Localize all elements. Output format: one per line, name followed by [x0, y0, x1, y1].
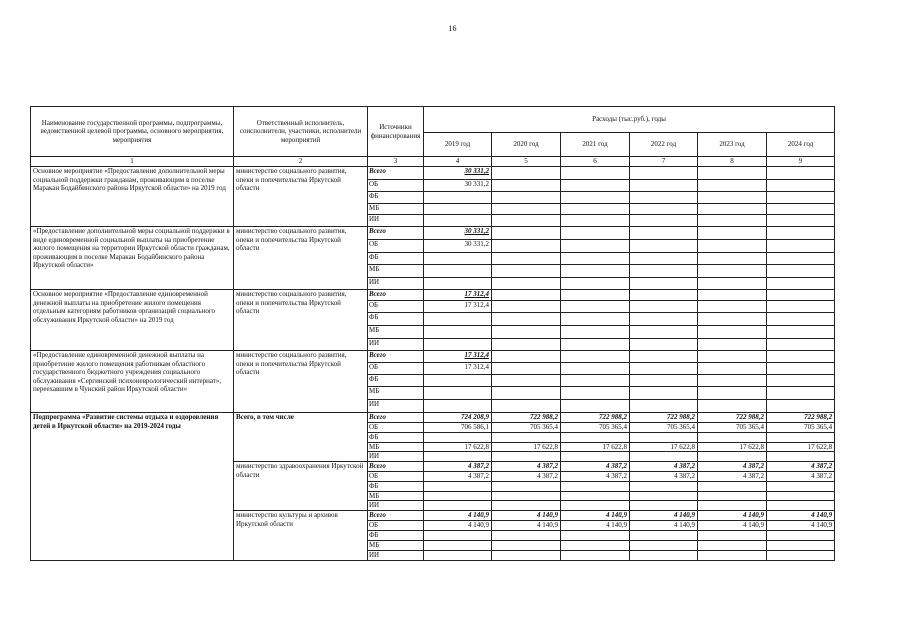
amount-cell — [561, 253, 630, 265]
amount-cell — [630, 540, 698, 550]
amount-cell — [698, 180, 767, 192]
amount-cell: 706 586,1 — [424, 423, 492, 433]
funding-source-cell: МБ — [368, 204, 424, 215]
header-year: 2022 год — [630, 133, 698, 157]
amount-cell — [561, 531, 630, 541]
column-number: 8 — [698, 157, 767, 167]
amount-cell — [561, 550, 630, 560]
amount-cell — [630, 363, 698, 375]
amount-cell — [424, 375, 492, 387]
amount-cell — [630, 351, 698, 363]
amount-cell — [698, 253, 767, 265]
amount-cell — [561, 400, 630, 413]
amount-cell — [492, 363, 561, 375]
amount-cell: 722 988,2 — [698, 413, 767, 423]
table-row — [31, 290, 835, 301]
amount-cell: 4 387,2 — [424, 472, 492, 482]
amount-cell — [630, 452, 698, 462]
amount-cell — [630, 400, 698, 413]
amount-cell — [492, 215, 561, 227]
amount-cell — [630, 313, 698, 326]
amount-cell — [561, 482, 630, 492]
funding-source-cell: ОБ — [368, 240, 424, 253]
amount-cell — [767, 301, 835, 313]
amount-cell — [561, 180, 630, 192]
amount-cell — [630, 482, 698, 492]
amount-cell — [630, 290, 698, 301]
amount-cell — [424, 313, 492, 326]
funding-source-cell: МБ — [368, 491, 424, 501]
program-name-cell: «Предоставление дополнительной меры социальной поддержки в виде единовременной социальной выплаты на приобретение жилого помещения на территории Иркутской области гражданам, проживающим в поселке Маракан Бодайбинского района Иркутской области» — [31, 227, 234, 290]
funding-source-cell: МБ — [368, 326, 424, 339]
program-name-cell: Основное мероприятие «Предоставление единовременной денежной выплаты на приобретение жилого помещения отдельным категориям работников организаций социального обслуживания Иркутской области» на 2019 год — [31, 290, 234, 351]
amount-cell — [424, 433, 492, 443]
amount-cell: 722 988,2 — [767, 413, 835, 423]
amount-cell: 30 331,2 — [424, 227, 492, 240]
amount-cell — [561, 351, 630, 363]
amount-cell: 4 140,9 — [630, 511, 698, 521]
amount-cell — [492, 278, 561, 290]
amount-cell — [492, 351, 561, 363]
amount-cell — [767, 278, 835, 290]
amount-cell: 17 312,4 — [424, 301, 492, 313]
amount-cell — [492, 387, 561, 400]
amount-cell: 30 331,2 — [424, 240, 492, 253]
amount-cell — [492, 482, 561, 492]
amount-cell — [698, 326, 767, 339]
amount-cell: 705 365,4 — [492, 423, 561, 433]
funding-source-cell: ФБ — [368, 253, 424, 265]
header-executor: Ответственный исполнитель, соисполнители, участники, исполнители мероприятий — [234, 107, 368, 157]
amount-cell — [630, 192, 698, 204]
amount-cell — [698, 400, 767, 413]
amount-cell: 17 312,4 — [424, 363, 492, 375]
amount-cell: 4 387,2 — [424, 462, 492, 472]
amount-cell — [561, 363, 630, 375]
amount-cell — [492, 550, 561, 560]
amount-cell — [698, 227, 767, 240]
amount-cell — [492, 180, 561, 192]
amount-cell — [630, 387, 698, 400]
amount-cell — [561, 313, 630, 326]
amount-cell — [767, 482, 835, 492]
amount-cell — [698, 387, 767, 400]
amount-cell — [424, 387, 492, 400]
amount-cell — [630, 227, 698, 240]
funding-source-cell: ОБ — [368, 363, 424, 375]
executor-cell: министерство социального развития, опеки и попечительства Иркутской области — [234, 227, 368, 290]
funding-source-cell: Всего — [368, 462, 424, 472]
amount-cell — [698, 482, 767, 492]
amount-cell — [561, 433, 630, 443]
amount-cell — [767, 265, 835, 278]
amount-cell — [630, 501, 698, 511]
amount-cell: 4 387,2 — [492, 472, 561, 482]
amount-cell: 4 387,2 — [698, 472, 767, 482]
amount-cell — [424, 326, 492, 339]
funding-source-cell: МБ — [368, 265, 424, 278]
column-number: 1 — [31, 157, 234, 167]
amount-cell: 4 387,2 — [561, 472, 630, 482]
amount-cell — [767, 339, 835, 351]
amount-cell: 4 140,9 — [698, 521, 767, 531]
funding-source-cell: ФБ — [368, 531, 424, 541]
amount-cell — [492, 253, 561, 265]
column-number: 7 — [630, 157, 698, 167]
amount-cell — [767, 204, 835, 215]
amount-cell — [698, 351, 767, 363]
table-row — [31, 227, 835, 240]
amount-cell — [492, 452, 561, 462]
amount-cell — [698, 240, 767, 253]
amount-cell: 17 622,8 — [630, 442, 698, 452]
amount-cell — [767, 400, 835, 413]
executor-cell: министерство социального развития, опеки и попечительства Иркутской области — [234, 290, 368, 351]
executor-cell: министерство социального развития, опеки и попечительства Иркутской области — [234, 351, 368, 413]
funding-source-cell: Всего — [368, 413, 424, 423]
funding-source-cell: ИИ — [368, 278, 424, 290]
amount-cell — [630, 167, 698, 180]
amount-cell — [492, 540, 561, 550]
amount-cell: 4 140,9 — [767, 511, 835, 521]
funding-source-cell: ОБ — [368, 521, 424, 531]
amount-cell: 17 622,8 — [698, 442, 767, 452]
amount-cell — [767, 290, 835, 301]
amount-cell — [767, 351, 835, 363]
amount-cell: 4 140,9 — [424, 511, 492, 521]
amount-cell — [561, 540, 630, 550]
column-number: 3 — [368, 157, 424, 167]
amount-cell: 30 331,2 — [424, 167, 492, 180]
amount-cell — [767, 227, 835, 240]
amount-cell: 4 387,2 — [698, 462, 767, 472]
amount-cell: 4 387,2 — [492, 462, 561, 472]
amount-cell: 722 988,2 — [492, 413, 561, 423]
amount-cell — [698, 204, 767, 215]
amount-cell: 17 622,8 — [767, 442, 835, 452]
funding-source-cell: Всего — [368, 351, 424, 363]
amount-cell — [561, 301, 630, 313]
funding-source-cell: МБ — [368, 442, 424, 452]
amount-cell — [561, 240, 630, 253]
amount-cell — [492, 501, 561, 511]
amount-cell — [492, 204, 561, 215]
amount-cell — [561, 215, 630, 227]
header-year: 2023 год — [698, 133, 767, 157]
amount-cell — [630, 204, 698, 215]
funding-source-cell: Всего — [368, 167, 424, 180]
funding-source-cell: ОБ — [368, 423, 424, 433]
amount-cell — [492, 531, 561, 541]
amount-cell — [698, 540, 767, 550]
amount-cell — [630, 278, 698, 290]
column-number: 2 — [234, 157, 368, 167]
amount-cell — [767, 452, 835, 462]
header-expenses: Расходы (тыс.руб.), годы — [424, 107, 835, 133]
funding-source-cell: ОБ — [368, 180, 424, 192]
funding-source-cell: ФБ — [368, 192, 424, 204]
amount-cell: 17 312,4 — [424, 351, 492, 363]
amount-cell — [698, 491, 767, 501]
amount-cell — [698, 531, 767, 541]
amount-cell: 705 365,4 — [698, 423, 767, 433]
funding-source-cell: ОБ — [368, 472, 424, 482]
amount-cell — [424, 265, 492, 278]
funding-source-cell: ИИ — [368, 339, 424, 351]
funding-source-cell: ИИ — [368, 215, 424, 227]
amount-cell: 4 140,9 — [561, 521, 630, 531]
funding-source-cell: ИИ — [368, 400, 424, 413]
table-row — [31, 413, 835, 423]
amount-cell — [767, 387, 835, 400]
amount-cell — [630, 215, 698, 227]
header-year: 2021 год — [561, 133, 630, 157]
amount-cell — [767, 167, 835, 180]
amount-cell — [561, 167, 630, 180]
amount-cell — [698, 278, 767, 290]
amount-cell — [767, 180, 835, 192]
amount-cell — [424, 278, 492, 290]
amount-cell — [561, 339, 630, 351]
amount-cell — [492, 433, 561, 443]
amount-cell: 705 365,4 — [561, 423, 630, 433]
amount-cell — [561, 326, 630, 339]
amount-cell: 4 387,2 — [561, 462, 630, 472]
funding-source-cell: Всего — [368, 227, 424, 240]
funding-source-cell: ИИ — [368, 501, 424, 511]
amount-cell — [424, 531, 492, 541]
funding-source-cell: ИИ — [368, 550, 424, 560]
amount-cell — [561, 375, 630, 387]
amount-cell — [492, 375, 561, 387]
amount-cell — [767, 550, 835, 560]
amount-cell — [767, 363, 835, 375]
funding-source-cell: ИИ — [368, 452, 424, 462]
amount-cell — [630, 301, 698, 313]
amount-cell — [424, 400, 492, 413]
amount-cell — [561, 192, 630, 204]
amount-cell — [767, 240, 835, 253]
amount-cell: 4 387,2 — [630, 462, 698, 472]
table-row — [31, 351, 835, 363]
column-number: 5 — [492, 157, 561, 167]
amount-cell: 17 312,4 — [424, 290, 492, 301]
amount-cell: 4 140,9 — [561, 511, 630, 521]
funding-source-cell: МБ — [368, 540, 424, 550]
amount-cell — [767, 501, 835, 511]
amount-cell: 4 140,9 — [492, 521, 561, 531]
amount-cell — [492, 339, 561, 351]
amount-cell: 705 365,4 — [767, 423, 835, 433]
amount-cell — [492, 400, 561, 413]
funding-source-cell: ОБ — [368, 301, 424, 313]
amount-cell: 30 331,2 — [424, 180, 492, 192]
amount-cell — [767, 433, 835, 443]
amount-cell — [424, 540, 492, 550]
column-number: 6 — [561, 157, 630, 167]
amount-cell: 4 387,2 — [767, 462, 835, 472]
executor-cell: министерство культуры и архивов Иркутской области — [234, 511, 368, 560]
amount-cell: 4 140,9 — [698, 511, 767, 521]
table-row — [31, 167, 835, 180]
amount-cell — [424, 192, 492, 204]
amount-cell — [424, 253, 492, 265]
program-name-cell: «Предоставление единовременной денежной выплаты на приобретение жилого помещения работникам областного государственного бюджетного учреждения социального обслуживания «Сергинский психоневрологический интернат», переехавшим в Чунский район Иркутской области» — [31, 351, 234, 413]
amount-cell — [492, 301, 561, 313]
amount-cell — [424, 339, 492, 351]
funding-source-cell: ФБ — [368, 433, 424, 443]
amount-cell — [767, 540, 835, 550]
header-name: Наименование государственной программы, подпрограммы, ведомственной целевой программы, основного мероприятия, мероприятия — [31, 107, 234, 157]
amount-cell — [561, 290, 630, 301]
amount-cell — [698, 301, 767, 313]
amount-cell — [767, 491, 835, 501]
amount-cell — [561, 491, 630, 501]
funding-source-cell: ФБ — [368, 375, 424, 387]
amount-cell — [630, 531, 698, 541]
amount-cell — [630, 265, 698, 278]
amount-cell — [767, 253, 835, 265]
budget-table — [30, 106, 835, 561]
amount-cell — [492, 227, 561, 240]
amount-cell — [630, 375, 698, 387]
amount-cell — [767, 192, 835, 204]
funding-source-cell: МБ — [368, 387, 424, 400]
amount-cell — [492, 491, 561, 501]
amount-cell — [698, 452, 767, 462]
amount-cell — [630, 433, 698, 443]
amount-cell — [424, 491, 492, 501]
program-name-cell: Основное мероприятие «Предоставление дополнительной меры социальной поддержки гражданам, проживающим в поселке Маракан Бодайбинского района Иркутской области» на 2019 год — [31, 167, 234, 227]
amount-cell: 4 140,9 — [492, 511, 561, 521]
amount-cell — [698, 215, 767, 227]
amount-cell — [698, 501, 767, 511]
amount-cell: 4 387,2 — [767, 472, 835, 482]
amount-cell — [561, 501, 630, 511]
amount-cell — [561, 278, 630, 290]
amount-cell: 724 208,9 — [424, 413, 492, 423]
amount-cell — [492, 167, 561, 180]
amount-cell — [698, 550, 767, 560]
amount-cell — [698, 192, 767, 204]
amount-cell — [630, 253, 698, 265]
column-number: 4 — [424, 157, 492, 167]
amount-cell — [767, 326, 835, 339]
amount-cell: 17 622,8 — [492, 442, 561, 452]
amount-cell: 705 365,4 — [630, 423, 698, 433]
amount-cell — [698, 290, 767, 301]
amount-cell — [698, 265, 767, 278]
amount-cell — [698, 363, 767, 375]
amount-cell — [698, 167, 767, 180]
amount-cell: 4 140,9 — [630, 521, 698, 531]
amount-cell — [767, 375, 835, 387]
amount-cell — [424, 550, 492, 560]
header-year: 2019 год — [424, 133, 492, 157]
executor-cell: Всего, в том числе — [234, 413, 368, 462]
amount-cell — [424, 501, 492, 511]
amount-cell — [630, 326, 698, 339]
funding-source-cell: Всего — [368, 511, 424, 521]
amount-cell — [767, 313, 835, 326]
program-name-cell: Подпрограмма «Развитие системы отдыха и оздоровления детей в Иркутской области» на 2019-2024 годы — [31, 413, 234, 561]
amount-cell — [561, 387, 630, 400]
amount-cell — [767, 531, 835, 541]
amount-cell: 17 622,8 — [561, 442, 630, 452]
amount-cell — [492, 290, 561, 301]
executor-cell: министерство здравоохранения Иркутской области — [234, 462, 368, 511]
amount-cell — [630, 550, 698, 560]
amount-cell — [698, 339, 767, 351]
funding-source-cell: Всего — [368, 290, 424, 301]
amount-cell — [424, 215, 492, 227]
amount-cell — [698, 375, 767, 387]
amount-cell — [698, 313, 767, 326]
table-body — [31, 167, 835, 561]
amount-cell: 4 140,9 — [424, 521, 492, 531]
amount-cell — [561, 204, 630, 215]
amount-cell — [561, 265, 630, 278]
amount-cell — [630, 240, 698, 253]
amount-cell — [630, 180, 698, 192]
amount-cell — [561, 227, 630, 240]
amount-cell — [767, 215, 835, 227]
amount-cell: 17 622,8 — [424, 442, 492, 452]
amount-cell: 4 140,9 — [767, 521, 835, 531]
amount-cell — [698, 433, 767, 443]
header-source: Источники финансирования — [368, 107, 424, 157]
amount-cell — [424, 452, 492, 462]
funding-source-cell: ФБ — [368, 313, 424, 326]
amount-cell — [424, 204, 492, 215]
amount-cell: 722 988,2 — [561, 413, 630, 423]
funding-source-cell: ФБ — [368, 482, 424, 492]
column-number: 9 — [767, 157, 835, 167]
amount-cell: 4 387,2 — [630, 472, 698, 482]
amount-cell — [424, 482, 492, 492]
header-year: 2024 год — [767, 133, 835, 157]
amount-cell — [561, 452, 630, 462]
executor-cell: министерство социального развития, опеки и попечительства Иркутской области — [234, 167, 368, 227]
amount-cell — [492, 240, 561, 253]
amount-cell — [492, 265, 561, 278]
amount-cell — [492, 326, 561, 339]
amount-cell — [630, 491, 698, 501]
page-number: 16 — [448, 24, 457, 33]
amount-cell — [630, 339, 698, 351]
header-year: 2020 год — [492, 133, 561, 157]
amount-cell: 722 988,2 — [630, 413, 698, 423]
amount-cell — [492, 192, 561, 204]
amount-cell — [492, 313, 561, 326]
